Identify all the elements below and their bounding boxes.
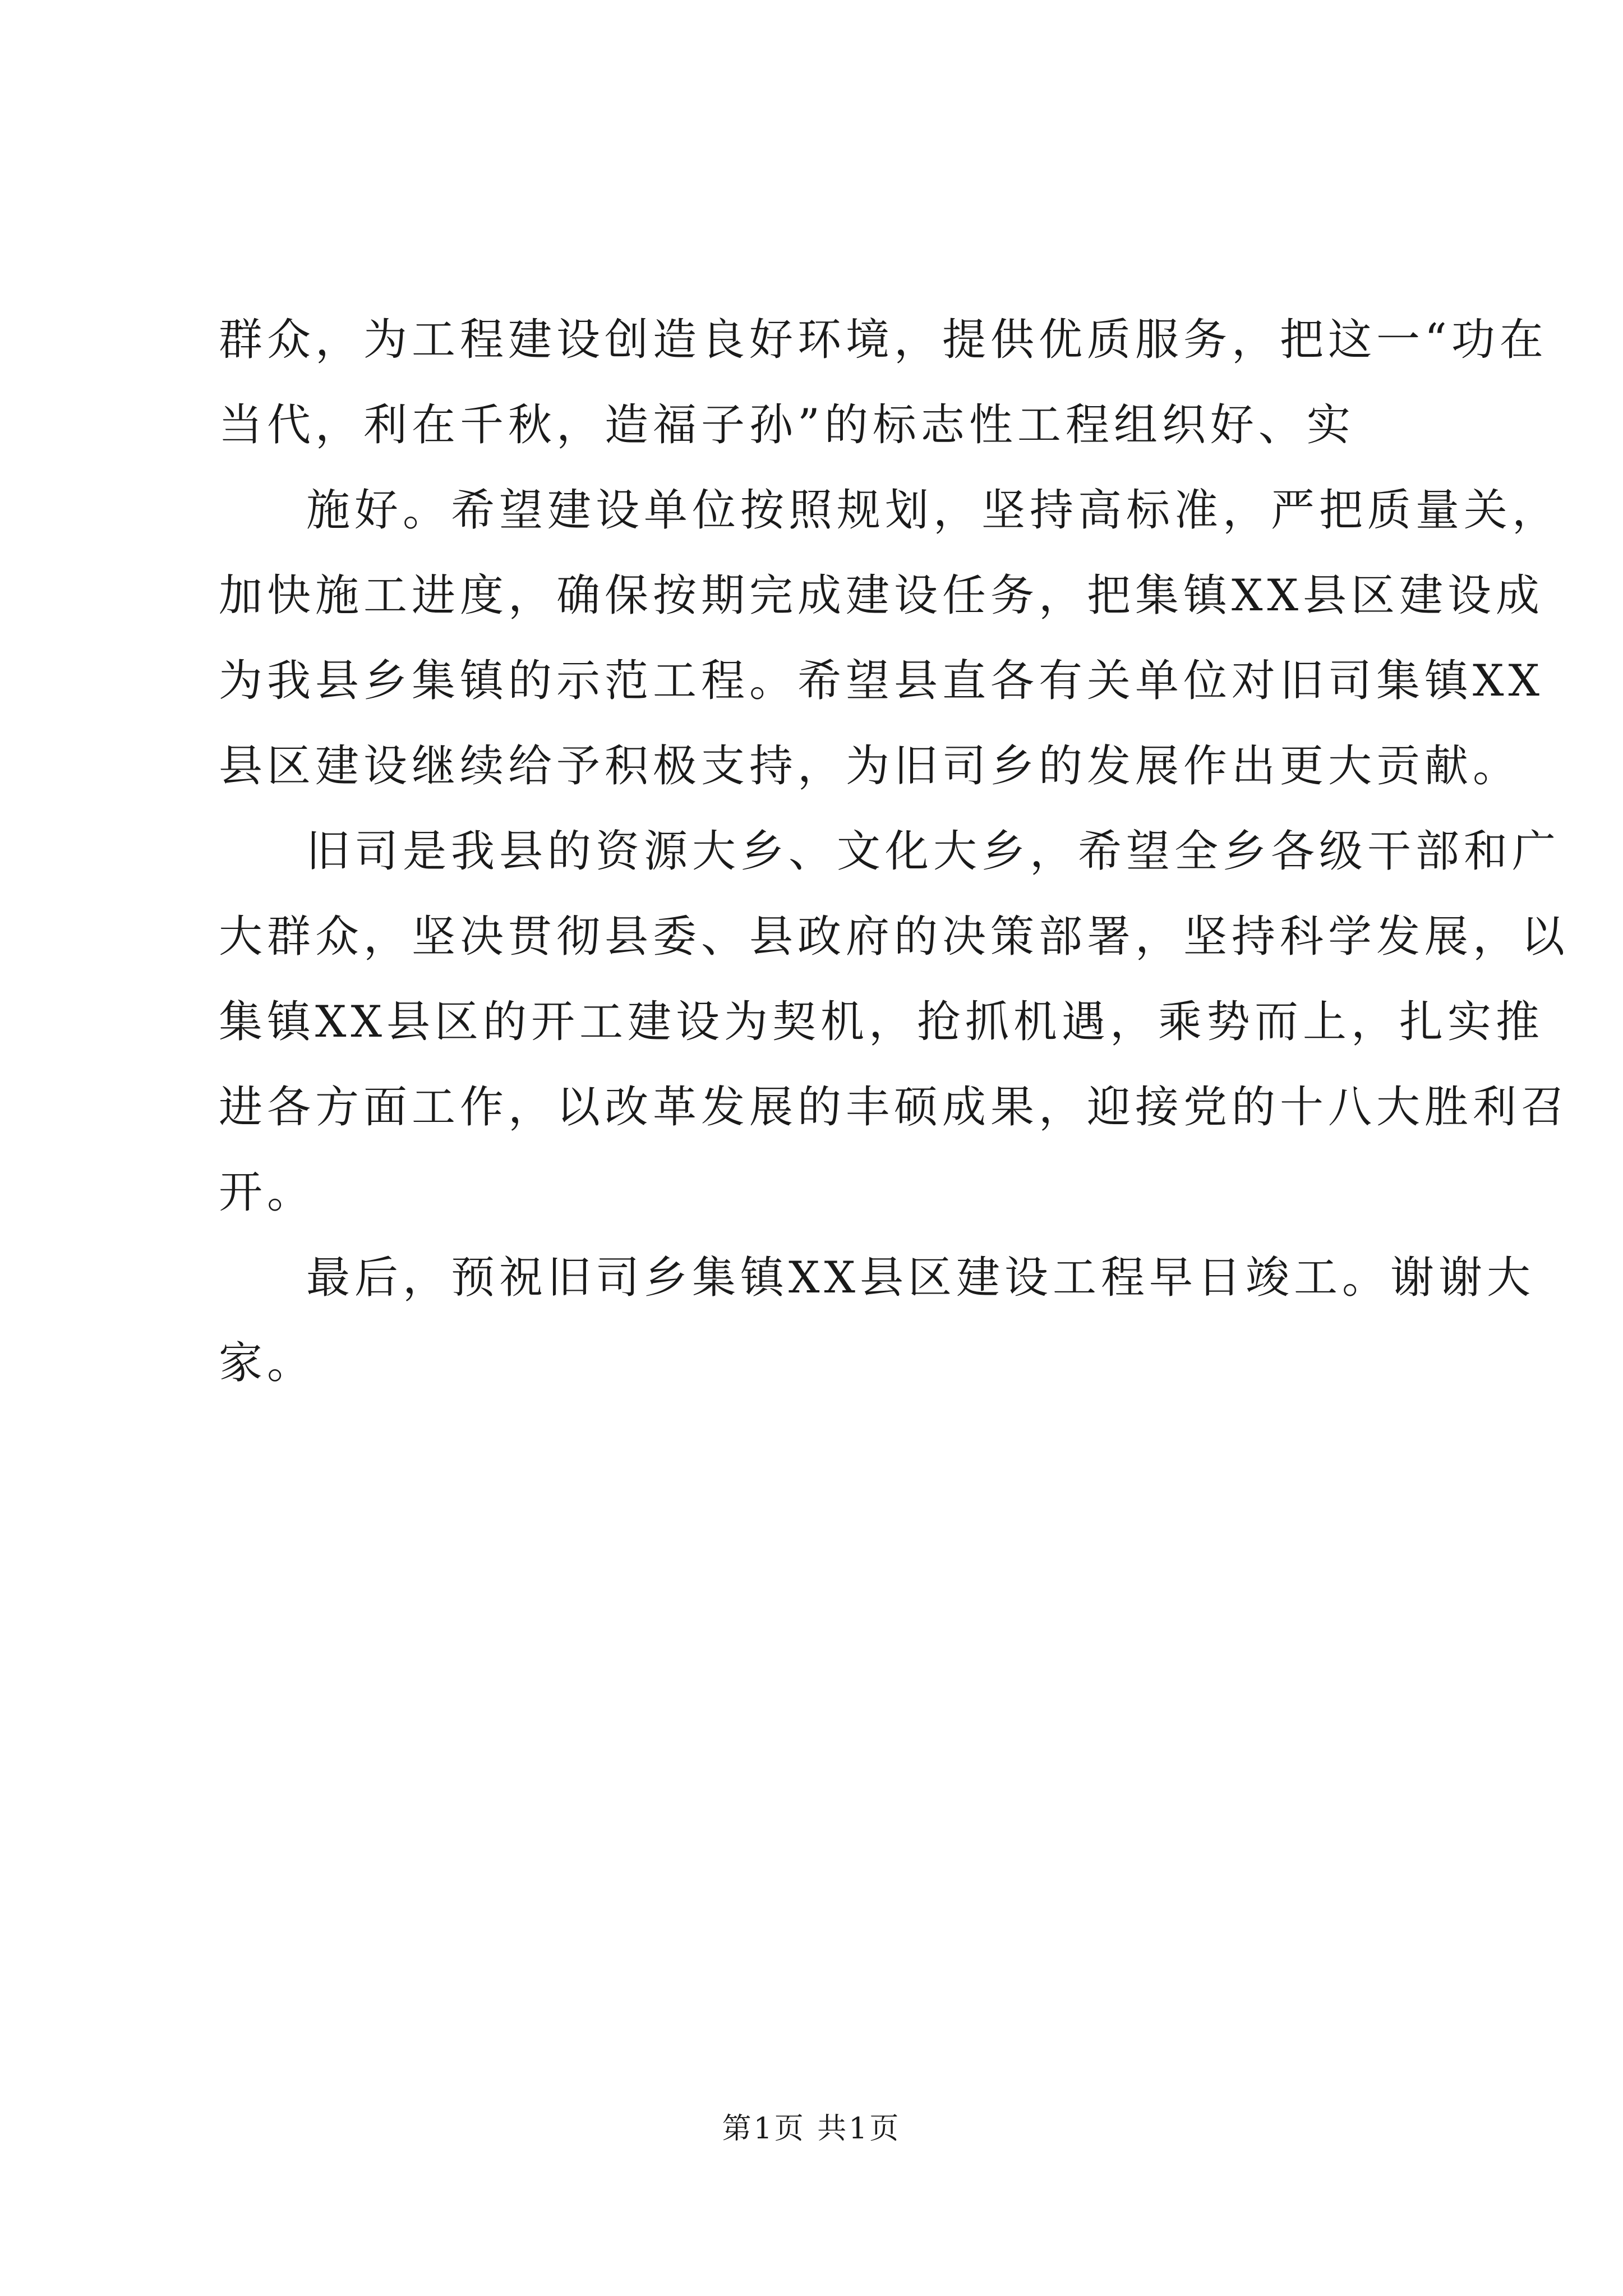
text-line: 为我县乡集镇的示范工程。希望县直各有关单位对旧司集镇XX [219, 656, 1544, 706]
text-line: 进各方面工作，以改革发展的丰硕成果，迎接党的十八大胜利召 [219, 1082, 1570, 1133]
text-line: 县区建设继续给予积极支持，为旧司乡的发展作出更大贡献。 [219, 741, 1521, 792]
text-line: 加快施工进度，确保按期完成建设任务，把集镇XX县区建设成 [219, 570, 1544, 621]
text-line: 当代，利在千秋，造福子孙”的标志性工程组织好、实 [219, 400, 1355, 450]
text-line: 群众，为工程建设创造良好环境，提供优质服务，把这一“功在 [219, 315, 1548, 365]
text-line: 家。 [219, 1338, 316, 1388]
paragraph-start-line: 旧司是我县的资源大乡、文化大乡，希望全乡各级干部和广 [306, 826, 1561, 877]
text-line: 开。 [219, 1167, 316, 1218]
paragraph-start-line: 施好。希望建设单位按照规划，坚持高标准，严把质量关， [306, 485, 1561, 536]
text-line: 大群众，坚决贯彻县委、县政府的决策部署，坚持科学发展，以 [219, 912, 1570, 962]
text-line: 集镇XX县区的开工建设为契机，抢抓机遇，乘势而上，扎实推 [219, 997, 1544, 1047]
document-body [219, 297, 1570, 1406]
page-footer: 第1页 共1页 [722, 2112, 901, 2146]
paragraph-start-line: 最后，预祝旧司乡集镇XX县区建设工程早日竣工。谢谢大 [306, 1253, 1536, 1303]
